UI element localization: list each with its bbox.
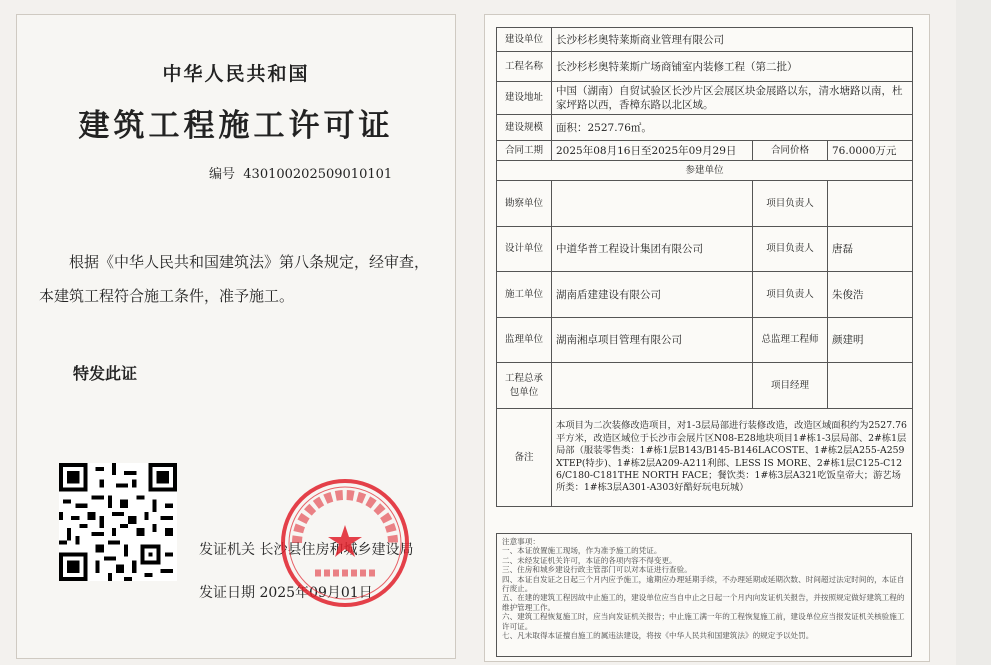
notice-item: 四、本证自发证之日起三个月内应予施工，逾期应办理延期手续，不办理延期或延期次数、时间超过法定时间的，本证自行废止。 xyxy=(502,574,905,594)
notice-item: 一、本证放置施工现场，作为准予施工的凭证。 xyxy=(502,546,662,556)
viewer-edge-strip xyxy=(956,0,991,665)
permit-detail-page xyxy=(484,14,930,662)
permit-statement: 根据《中华人民共和国建筑法》第八条规定，经审查，本建筑工程符合施工条件，准予施工。 xyxy=(39,253,430,305)
qr-code xyxy=(59,463,177,581)
permit-title: 建筑工程施工许可证 xyxy=(78,108,394,144)
participant-row-construction: 施工单位 湖南盾建建设有限公司 项目负责人 朱俊浩 xyxy=(497,272,913,318)
remarks-value: 本项目为二次装修改造项目，对1-3层局部进行装修改造，改造区域面积约为2527.76平方米，改造区域位于长沙市会展片区N08-E28地块项目1#栋1-3层局部、2#栋1层局部（服装零售类：1#栋1层B143/B145-B146LACOSTE、1#栋2层A255-A259XTEP(特步)、1#栋2层A209-A211利郎、LESS IS MORE、2#栋1层C125-C126/C180-C181THE NORTH FACE；餐饮类：1#栋3层A321吃饭皇帝大；游艺场所类：1#栋3层A301-A303好酷好玩电玩城） xyxy=(552,409,913,507)
participant-row-supervision: 监理单位 湖南湘卓项目管理有限公司 总监理工程师 颜建明 xyxy=(497,318,913,363)
scale-value: 面积：2527.76㎡。 xyxy=(552,115,913,141)
issue-date-label: 发证日期 xyxy=(199,585,255,601)
permit-cover-page xyxy=(16,14,456,659)
notice-box xyxy=(496,533,912,657)
issue-date-value: 2025年09月01日 xyxy=(259,585,373,601)
serial-label: 编号 xyxy=(209,167,236,182)
row-period-price: 合同工期 2025年08月16日至2025年09月29日 合同价格 76.0000万元 xyxy=(497,141,913,161)
special-issue-note: 特发此证 xyxy=(73,364,138,383)
project-info-table xyxy=(496,27,913,507)
row-scale: 建设规模 面积：2527.76㎡。 xyxy=(497,115,913,141)
notice-item: 六、建筑工程恢复施工时，应当向发证机关报告；中止施工满一年的工程恢复施工前，建设单位应当报发证机关核验施工许可证。 xyxy=(502,612,905,631)
participants-header: 参建单位 xyxy=(497,161,913,181)
project-name-value: 长沙杉杉奥特莱斯广场商铺室内装修工程（第二批） xyxy=(552,52,913,82)
notice-item: 五、在建的建筑工程因故中止施工的，建设单位应当自中止之日起一个月内向发证机关报告，并按照规定做好建筑工程的维护管理工作。 xyxy=(502,593,905,612)
row-address: 建设地址 中国（湖南）自贸试验区长沙片区会展区块金展路以东，清水塘路以南，杜家坪路以西，香樟东路以北区域。 xyxy=(497,82,913,115)
participant-row-survey: 勘察单位 项目负责人 xyxy=(497,181,913,227)
period-value: 2025年08月16日至2025年09月29日 xyxy=(552,141,753,161)
remarks-row: 备注 本项目为二次装修改造项目，对1-3层局部进行装修改造，改造区域面积约为2527.76平方米，改造区域位于长沙市会展片区N08-E28地块项目1#栋1-3层局部、2#栋1层局部（服装零售类：1#栋1层B143/B145-B146LACOSTE、1#栋2层A255-A259XTEP(特步)、1#栋2层A209-A211利郎、LESS IS MORE、2#栋1层C125-C126/C180-C181THE NORTH FACE；餐饮类：1#栋3层A321吃饭皇帝大；游艺场所类：1#栋3层A301-A303好酷好玩电玩城） xyxy=(497,409,913,507)
issuer-label: 发证机关 xyxy=(199,542,255,558)
construction-unit-value: 长沙杉杉奥特莱斯商业管理有限公司 xyxy=(552,28,913,52)
price-value: 76.0000万元 xyxy=(828,141,913,161)
serial-value: 430100202509010101 xyxy=(243,167,393,182)
official-seal-icon xyxy=(279,477,411,609)
notice-item: 七、凡未取得本证擅自施工的属违法建设，将按《中华人民共和国建筑法》的规定予以处罚。 xyxy=(502,631,814,641)
notice-item: 三、住房和城乡建设行政主管部门可以对本证进行查验。 xyxy=(502,565,692,575)
country-heading: 中华人民共和国 xyxy=(162,63,310,85)
issuer-value: 长沙县住房和城乡建设局 xyxy=(259,542,414,558)
serial-number xyxy=(209,163,392,182)
row-project-name: 工程名称 长沙杉杉奥特莱斯广场商铺室内装修工程（第二批） xyxy=(497,52,913,82)
notice-item: 二、未经发证机关许可，本证的各项内容不得变更。 xyxy=(502,555,677,565)
address-value: 中国（湖南）自贸试验区长沙片区会展区块金展路以东，清水塘路以南，杜家坪路以西，香樟东路以北区域。 xyxy=(552,82,913,115)
row-construction-unit: 建设单位 长沙杉杉奥特莱斯商业管理有限公司 xyxy=(497,28,913,52)
participant-row-epc: 工程总承包单位 项目经理 xyxy=(497,363,913,409)
notice-title: 注意事项： xyxy=(502,537,540,546)
participant-row-design: 设计单位 中道华普工程设计集团有限公司 项目负责人 唐磊 xyxy=(497,227,913,272)
